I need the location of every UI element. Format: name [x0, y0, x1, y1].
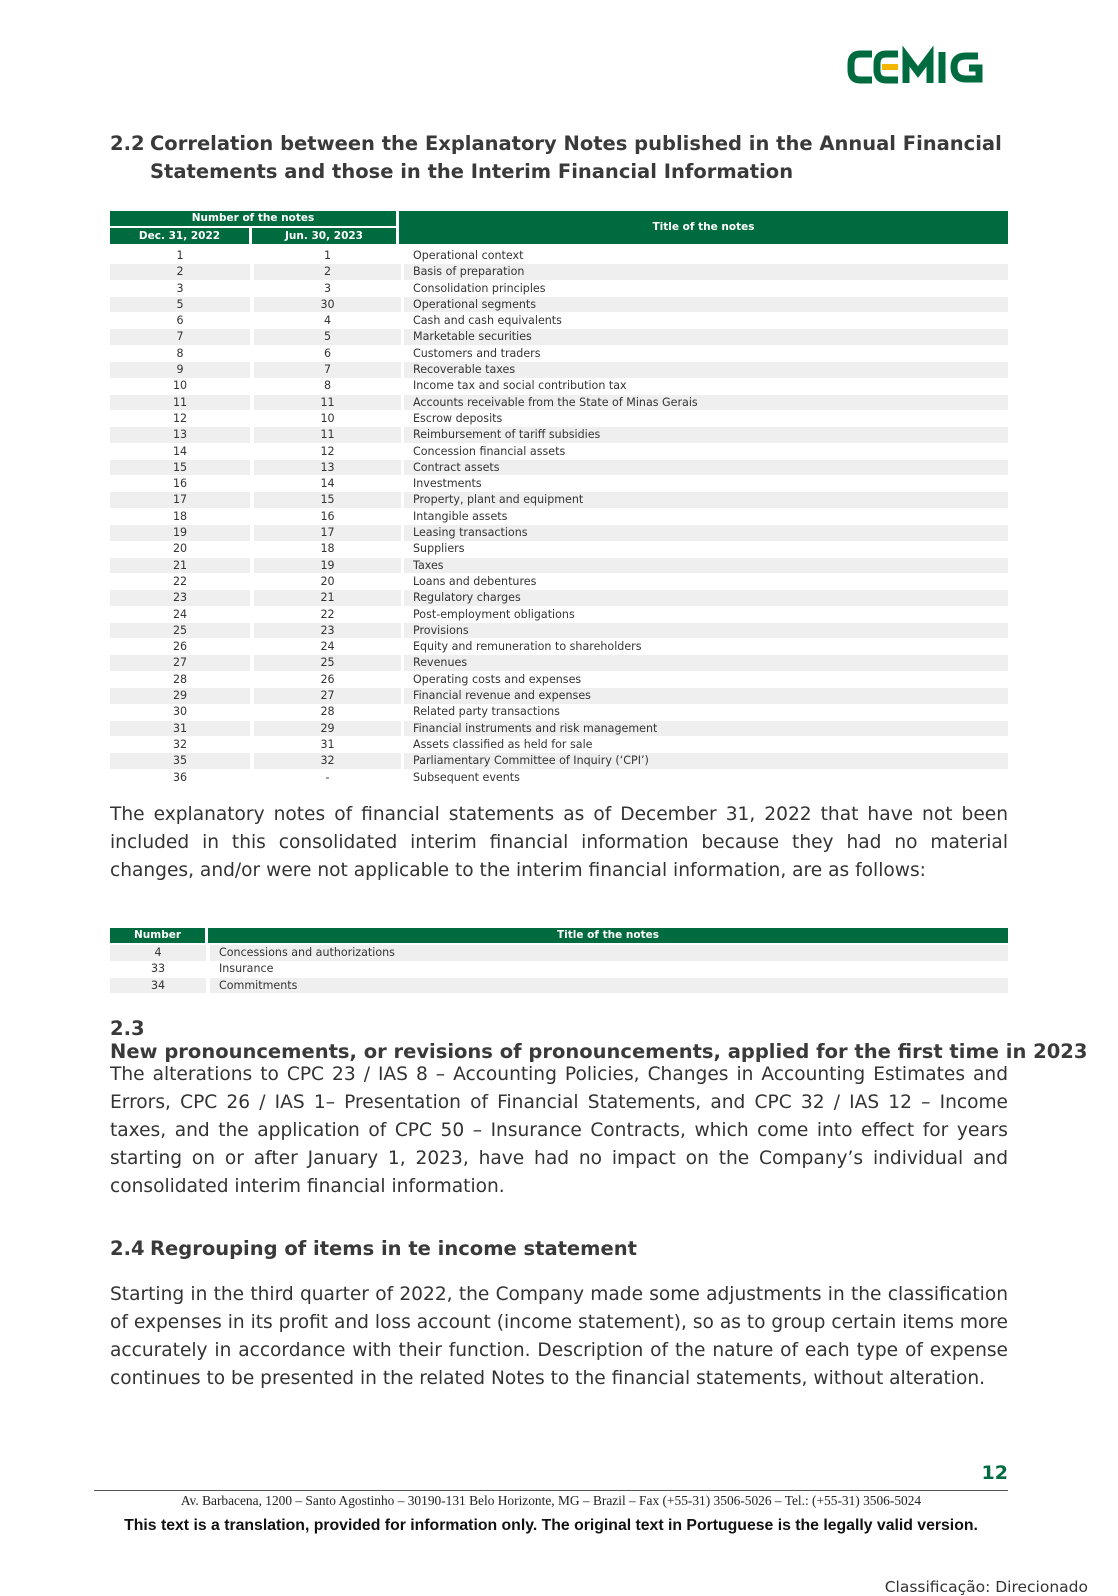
note-number-2023: 28	[320, 705, 335, 719]
note-title: Basis of preparation	[404, 264, 1008, 280]
note-number-2022: 21	[110, 558, 250, 574]
section-number: 2.4	[110, 1237, 145, 1260]
note-title: Suppliers	[413, 542, 465, 556]
note-title: Operating costs and expenses	[413, 672, 582, 686]
note-title: Post-employment obligations	[413, 607, 575, 621]
table-row	[110, 541, 1008, 557]
table-row	[110, 329, 1008, 345]
section-2-4-heading	[110, 1237, 637, 1260]
note-number-2023: 26	[320, 672, 335, 686]
note-number-2022: 17	[110, 492, 250, 508]
note-title: Intangible assets	[413, 509, 508, 523]
table-row	[110, 672, 1008, 688]
note-number-2022: 15	[110, 460, 250, 476]
note-number-2022: 18	[172, 509, 188, 523]
note-title: Loans and debentures	[413, 574, 537, 588]
table-row	[110, 427, 1008, 443]
note-number-2023: 14	[320, 477, 335, 491]
header-number-of-notes: Number of the notes	[110, 211, 396, 226]
note-number-2023: 3	[323, 281, 332, 295]
note-number-2023: 2	[254, 264, 401, 280]
note-title: Property, plant and equipment	[404, 492, 1008, 508]
table-row	[110, 721, 1008, 737]
table-row	[110, 688, 1008, 704]
table-row	[110, 362, 1008, 378]
note-number-2023: 27	[254, 688, 401, 704]
header-number: Number	[110, 928, 205, 943]
note-number-2022: 28	[172, 672, 188, 686]
note-number-2023: 30	[254, 297, 401, 313]
not-included-paragraph: The explanatory notes of financial statements as of December 31, 2022 that have not been included in this consolidated interim financial information because they had no material changes, and/or were not applicable to the interim financial information, are as follows:	[110, 804, 1008, 881]
note-number-2022: 16	[172, 477, 188, 491]
table-row	[110, 378, 1008, 394]
note-title: Customers and traders	[413, 346, 541, 360]
note-number-2022: 31	[110, 721, 250, 737]
table-row	[110, 476, 1008, 492]
note-number-2022: 8	[176, 346, 184, 360]
note-number-2023: 19	[254, 558, 401, 574]
note-number-2022: 7	[110, 329, 250, 345]
note-number-2023: 17	[254, 525, 401, 541]
section-number: 2.3	[110, 1017, 145, 1040]
table-row	[110, 264, 1008, 280]
note-number-2022: 24	[172, 607, 188, 621]
logo-wordmark: CEMIG	[846, 46, 850, 47]
note-number-2023: 21	[254, 590, 401, 606]
note-title: Insurance	[219, 962, 274, 976]
note-title: Recoverable taxes	[404, 362, 1008, 378]
note-number-2022: 27	[110, 655, 250, 671]
note-number-2022: 3	[176, 281, 184, 295]
note-title: Financial revenue and expenses	[404, 688, 1008, 704]
note-number-2022: 30	[172, 705, 188, 719]
note-number-2022: 13	[110, 427, 250, 443]
note-number-2023: 7	[254, 362, 401, 378]
table-row	[110, 313, 1008, 329]
note-title: Taxes	[404, 558, 1008, 574]
note-number-2022: 36	[172, 770, 188, 784]
classification-label: Classificação: Direcionado	[884, 1578, 1088, 1596]
note-number-2023: 4	[323, 314, 332, 328]
note-number-2023: 13	[254, 460, 401, 476]
cemig-logo	[846, 46, 996, 88]
section-2-3-body: The alterations to CPC 23 / IAS 8 – Accounting Policies, Changes in Accounting Estimates and Errors, CPC 26 / IAS 1– Presentation of Financial Statements, and CPC 32 / IAS 12 – Income taxes, and the application of CPC 50 – Insurance Contracts, which come into effect for years starting on or after January 1, 2023, have had no impact on the Company’s individual and consolidated interim financial information.	[110, 1064, 1008, 1197]
note-number-2022: 6	[176, 314, 184, 328]
note-title: Investments	[413, 477, 482, 491]
section-title: New pronouncements, or revisions of pronouncements, applied for the first time in 2023	[110, 1040, 1088, 1063]
table-row	[110, 395, 1008, 411]
table-row	[110, 444, 1008, 460]
table-row	[110, 704, 1008, 720]
note-number-2022: 2	[110, 264, 250, 280]
note-number: 34	[110, 978, 206, 994]
note-number-2023: 25	[254, 655, 401, 671]
table-row	[110, 411, 1008, 427]
section-number: 2.2	[110, 132, 145, 155]
header-title-of-notes: Title of the notes	[399, 211, 1008, 244]
note-number-2022: 23	[110, 590, 250, 606]
section-title: Regrouping of items in te income statement	[150, 1237, 637, 1260]
section-title: Correlation between the Explanatory Notes published in the Annual Financial Statements and those in the Interim Financial Information	[150, 132, 1002, 183]
table-row	[110, 492, 1008, 508]
note-number-2023: 5	[254, 329, 401, 345]
table-row	[110, 509, 1008, 525]
header-title-of-notes: Title of the notes	[208, 928, 1008, 943]
note-title: Financial instruments and risk management	[404, 721, 1008, 737]
page-number: 12	[981, 1462, 1008, 1484]
table-row	[110, 248, 1008, 264]
note-title: Operational segments	[404, 297, 1008, 313]
note-number-2023: 29	[254, 721, 401, 737]
note-number-2022: 35	[110, 753, 250, 769]
note-title: Escrow deposits	[413, 411, 503, 425]
note-number-2023: 11	[254, 395, 401, 411]
note-number-2022: 10	[172, 379, 188, 393]
note-number-2023: 23	[254, 623, 401, 639]
note-number-2023: -	[325, 770, 330, 784]
note-number-2022: 1	[176, 249, 184, 262]
table-row	[110, 346, 1008, 362]
note-title: Operational context	[413, 249, 524, 262]
table-row	[110, 558, 1008, 574]
note-number-2023: 18	[320, 542, 335, 556]
note-title: Provisions	[404, 623, 1008, 639]
note-number-2023: 1	[323, 249, 332, 262]
note-title: Cash and cash equivalents	[413, 314, 562, 328]
note-title: Consolidation principles	[413, 281, 546, 295]
note-number-2022: 29	[110, 688, 250, 704]
note-number: 33	[150, 962, 166, 976]
note-title: Regulatory charges	[404, 590, 1008, 606]
note-number-2022: 22	[172, 574, 188, 588]
table-row	[110, 574, 1008, 590]
note-number-2023: 24	[320, 640, 335, 654]
table-row	[110, 281, 1008, 297]
note-title: Subsequent events	[413, 770, 520, 784]
note-number-2023: 8	[323, 379, 332, 393]
note-title: Assets classified as held for sale	[413, 737, 593, 751]
note-number-2023: 12	[320, 444, 335, 458]
note-number-2022: 5	[110, 297, 250, 313]
section-2-2-heading	[110, 130, 1010, 186]
table-row	[110, 590, 1008, 606]
table-row	[110, 525, 1008, 541]
section-2-3-heading	[110, 1017, 1118, 1063]
note-number-2023: 16	[320, 509, 335, 523]
table-row	[110, 460, 1008, 476]
note-number: 4	[110, 945, 206, 961]
note-number-2022: 32	[172, 737, 188, 751]
table-row	[110, 978, 1008, 994]
table-row	[110, 961, 1008, 977]
table-row	[110, 297, 1008, 313]
note-title: Accounts receivable from the State of Minas Gerais	[404, 395, 1008, 411]
section-2-4-body: Starting in the third quarter of 2022, the Company made some adjustments in the classification of expenses in its profit and loss account (income statement), so as to group certain items more accurately in accordance with their function. Description of the nature of each type of expense continues to be presented in the related Notes to the financial statements, without alteration.	[110, 1284, 1008, 1389]
note-number-2022: 14	[172, 444, 188, 458]
table-row	[110, 623, 1008, 639]
note-number-2022: 20	[172, 542, 188, 556]
header-jun-2023: Jun. 30, 2023	[252, 228, 396, 244]
note-title: Parliamentary Committee of Inquiry (‘CPI’)	[404, 753, 1008, 769]
note-title: Concessions and authorizations	[210, 945, 1008, 961]
table-body	[110, 248, 1008, 786]
note-title: Commitments	[210, 978, 1008, 994]
note-title: Reimbursement of tariff subsidies	[404, 427, 1008, 443]
note-number-2023: 6	[323, 346, 332, 360]
footer-address: Av. Barbacena, 1200 – Santo Agostinho – 30190-131 Belo Horizonte, MG – Brazil – Fax (+55-31) 3506-5026 – Tel.: (+55-31) 3506-5024	[180, 1493, 922, 1508]
table-row	[110, 607, 1008, 623]
table-row	[110, 737, 1008, 753]
note-title: Leasing transactions	[404, 525, 1008, 541]
footer-divider	[94, 1490, 1008, 1491]
header-dec-2022: Dec. 31, 2022	[110, 228, 249, 244]
translation-disclaimer: This text is a translation, provided for information only. The original text in Portuguese is the legally valid version.	[124, 1517, 978, 1534]
table-body	[110, 945, 1008, 994]
note-title: Income tax and social contribution tax	[413, 379, 627, 393]
note-title: Concession financial assets	[413, 444, 566, 458]
note-title: Contract assets	[404, 460, 1008, 476]
note-number-2023: 31	[320, 737, 335, 751]
note-number-2023: 11	[254, 427, 401, 443]
note-number-2022: 11	[110, 395, 250, 411]
note-number-2023: 20	[320, 574, 335, 588]
table-row	[110, 655, 1008, 671]
note-number-2023: 22	[320, 607, 335, 621]
table-row	[110, 945, 1008, 961]
note-title: Equity and remuneration to shareholders	[413, 640, 642, 654]
table-row	[110, 770, 1008, 786]
note-number-2023: 15	[254, 492, 401, 508]
note-number-2022: 12	[172, 411, 188, 425]
note-number-2023: 10	[320, 411, 335, 425]
note-title: Marketable securities	[404, 329, 1008, 345]
note-title: Related party transactions	[413, 705, 560, 719]
note-number-2023: 32	[254, 753, 401, 769]
table-row	[110, 753, 1008, 769]
note-title: Revenues	[404, 655, 1008, 671]
note-number-2022: 26	[172, 640, 188, 654]
note-number-2022: 9	[110, 362, 250, 378]
note-number-2022: 19	[110, 525, 250, 541]
table-row	[110, 639, 1008, 655]
note-number-2022: 25	[110, 623, 250, 639]
